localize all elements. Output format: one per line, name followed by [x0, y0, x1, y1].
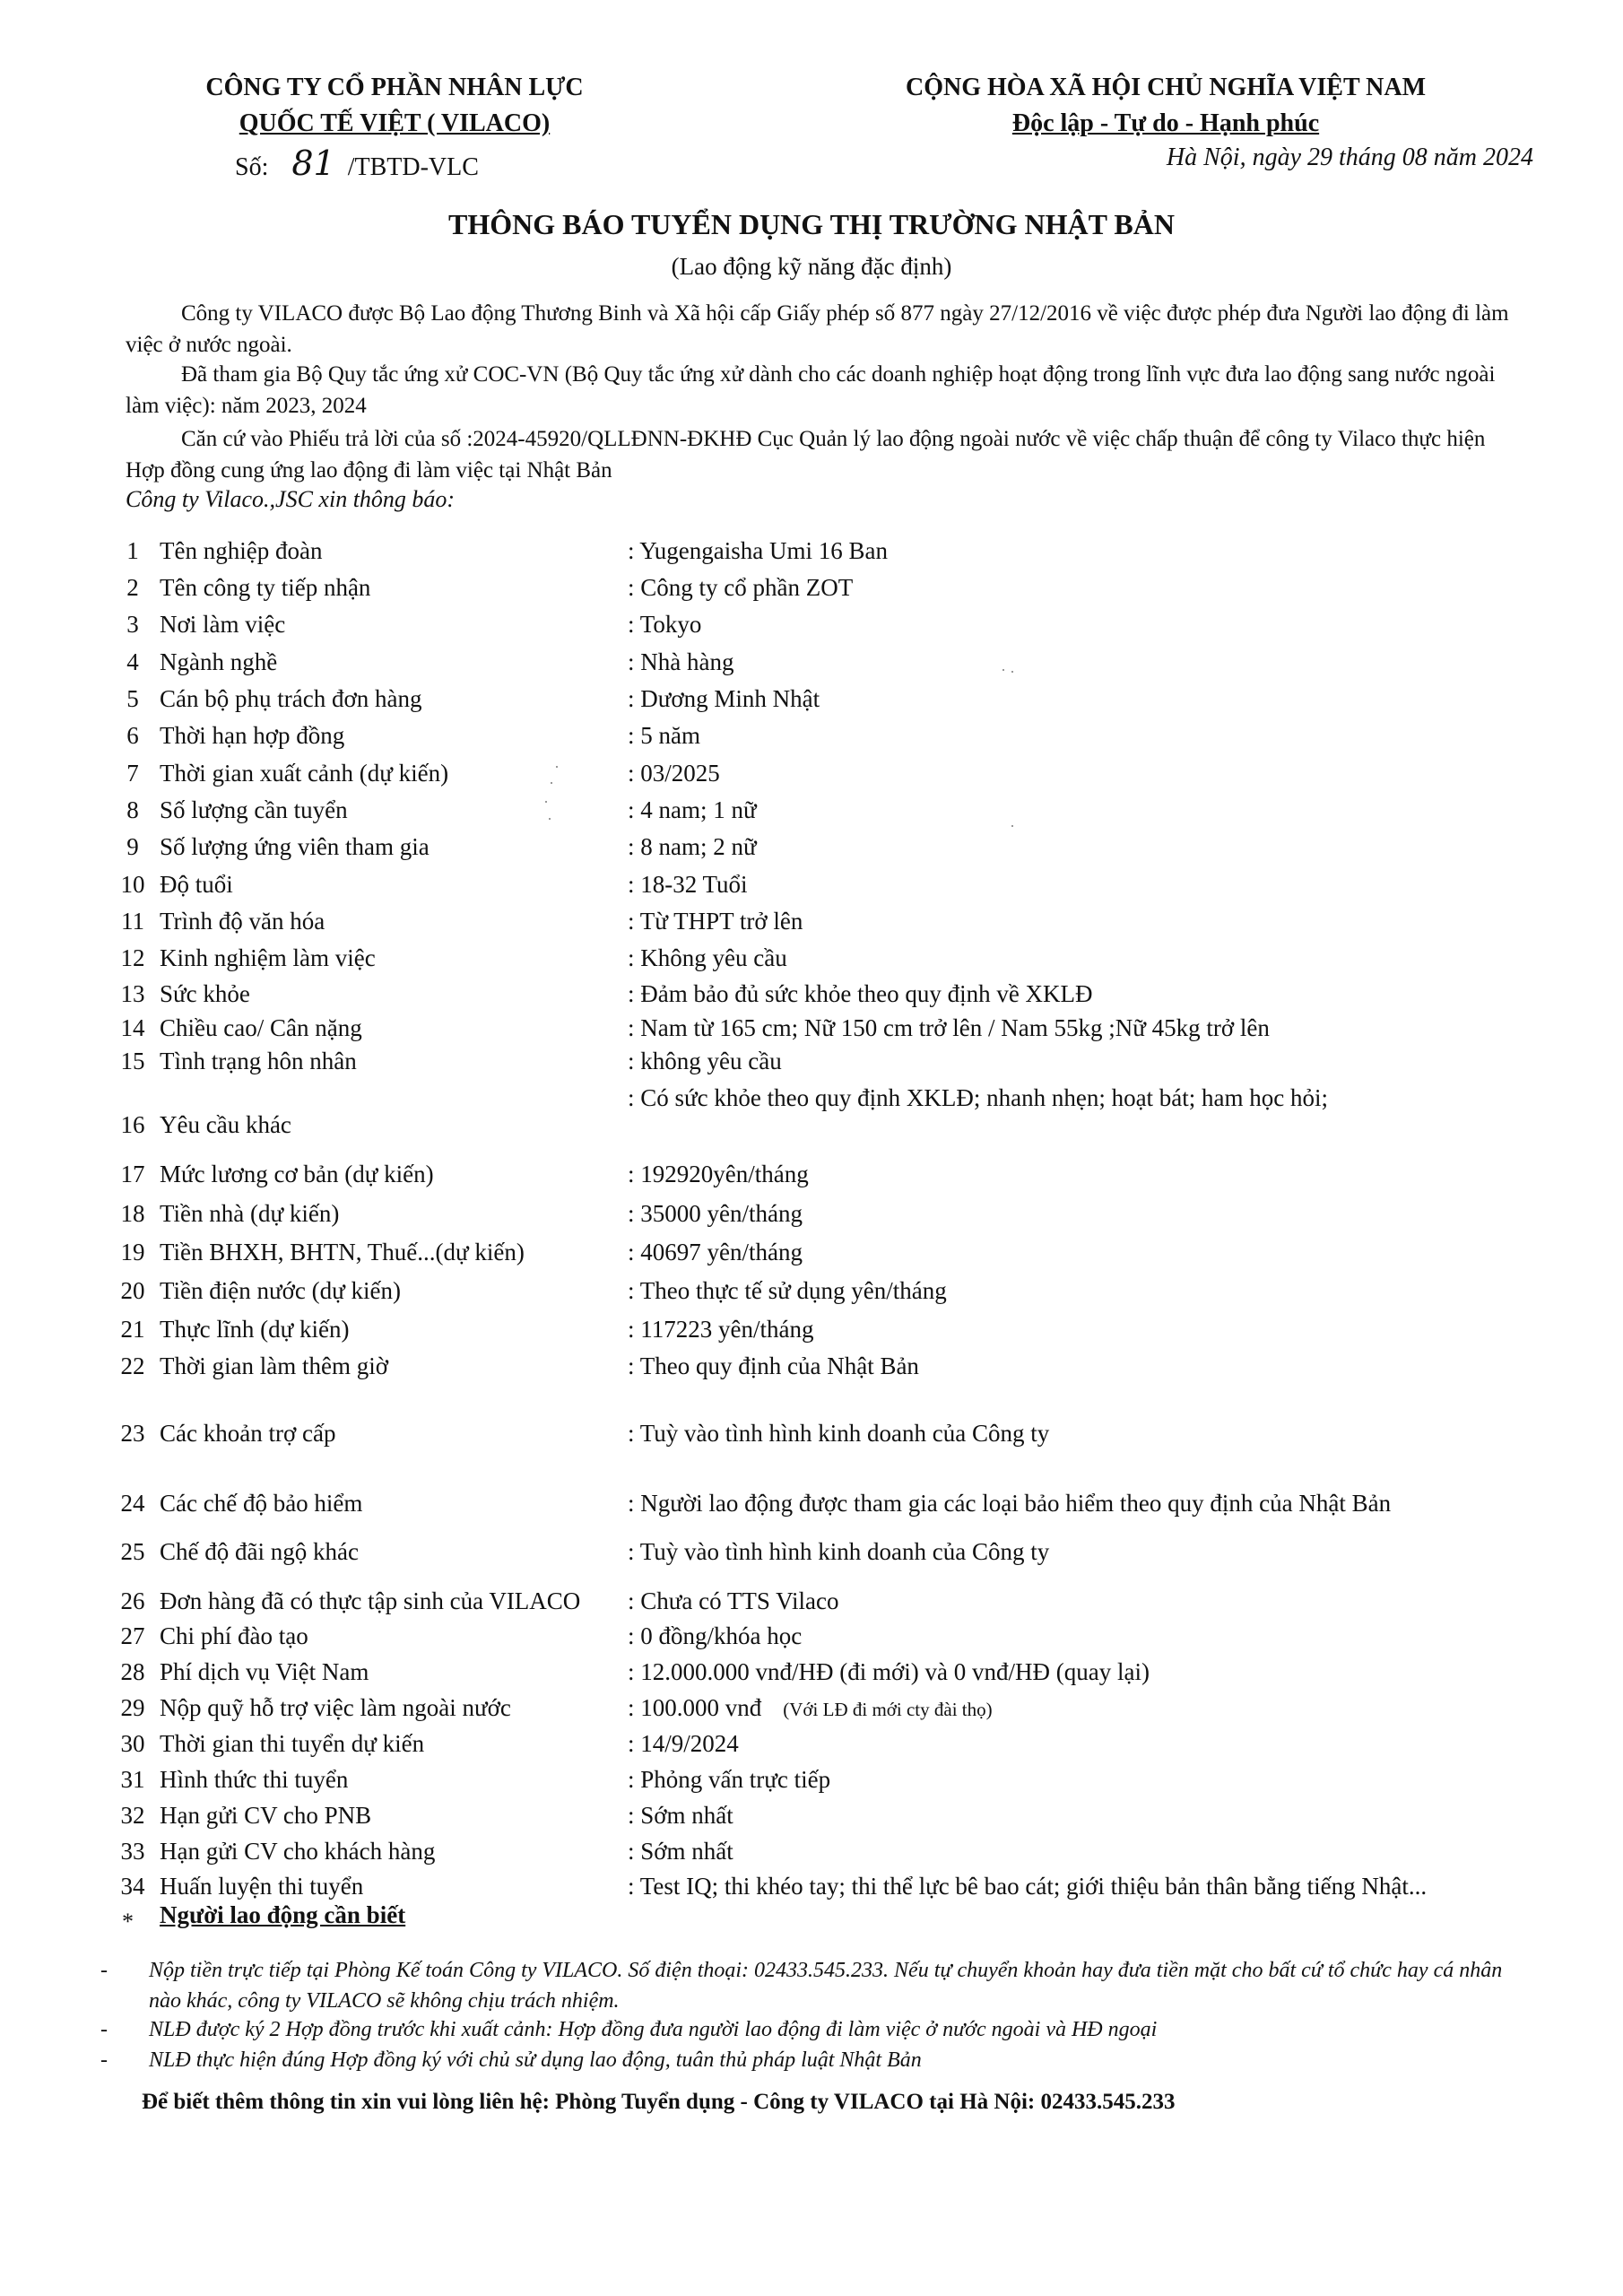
item-number: 18: [120, 1200, 145, 1227]
item-label: Cán bộ phụ trách đơn hàng: [160, 685, 422, 712]
scan-speck: [556, 766, 558, 768]
item-label: Tiền BHXH, BHTN, Thuế...(dự kiến): [160, 1239, 525, 1265]
item-label: Tên nghiệp đoàn: [160, 537, 323, 564]
item-label: Mức lương cơ bản (dự kiến): [160, 1161, 434, 1187]
item-label: Tiền điện nước (dự kiến): [160, 1277, 402, 1304]
item-number: 3: [126, 611, 139, 638]
item-value: : 0 đồng/khóa học: [628, 1622, 803, 1649]
worker-note: [100, 2014, 1526, 2045]
star-bullet: *: [122, 1909, 134, 1935]
item-value: : Công ty cổ phần ZOT: [628, 574, 854, 601]
item-value: : 12.000.000 vnđ/HĐ (đi mới) và 0 vnđ/HĐ (quay lại): [628, 1658, 1150, 1685]
item-label: Các chế độ bảo hiểm: [160, 1490, 363, 1517]
item-number: 5: [126, 685, 139, 712]
item-number: 13: [120, 980, 145, 1007]
item-label: Thời gian xuất cảnh (dự kiến): [160, 760, 449, 787]
item-label: Kinh nghiệm làm việc: [160, 944, 376, 971]
item-value-text: : 100.000 vnđ: [628, 1694, 762, 1721]
item-value: : Sớm nhất: [628, 1802, 733, 1829]
item-label: Chiều cao/ Cân nặng: [160, 1014, 362, 1041]
item-value: : 5 năm: [628, 722, 700, 749]
item-label: Số lượng cần tuyển: [160, 796, 348, 823]
item-label: Yêu cầu khác: [160, 1111, 291, 1138]
item-value: [628, 1690, 993, 1727]
item-value: : 35000 yên/tháng: [628, 1200, 803, 1227]
coc-paragraph: Đã tham gia Bộ Quy tắc ứng xử COC-VN (Bộ Quy tắc ứng xử dành cho các doanh nghiệp hoạt động trong lĩnh vực đưa lao động sang nước ngoài làm việc): năm 2023, 2024: [126, 362, 1496, 418]
item-label: Các khoản trợ cấp: [160, 1420, 336, 1447]
item-number: 28: [120, 1658, 145, 1685]
item-label: Trình độ văn hóa: [160, 908, 325, 935]
item-value: : Theo quy định của Nhật Bản: [628, 1352, 919, 1379]
license-paragraph: Công ty VILACO được Bộ Lao động Thương Binh và Xã hội cấp Giấy phép số 877 ngày 27/12/2016 về việc được phép đưa Người lao động đi làm việc ở nước ngoài.: [126, 301, 1509, 357]
item-number: 7: [126, 760, 139, 787]
item-value: : 03/2025: [628, 760, 720, 787]
item-value: : không yêu cầu: [628, 1048, 782, 1074]
item-number: 25: [120, 1538, 145, 1565]
company-name-line1: CÔNG TY CỔ PHẦN NHÂN LỰC: [205, 74, 584, 101]
item-number: 17: [120, 1161, 145, 1187]
contact-line: Để biết thêm thông tin xin vui lòng liên hệ: Phòng Tuyển dụng - Công ty VILACO tại Hà Nội: 02433.545.233: [142, 2090, 1176, 2114]
item-label: Hạn gửi CV cho PNB: [160, 1802, 372, 1829]
company-header: [161, 70, 628, 142]
item-number: 9: [126, 833, 139, 860]
item-value: : 192920yên/tháng: [628, 1161, 809, 1187]
item-number: 12: [120, 944, 145, 971]
item-value: : Tuỳ vào tình hình kinh doanh của Công ty: [628, 1538, 1050, 1565]
item-number: 6: [126, 722, 139, 749]
item-label: Độ tuổi: [160, 871, 233, 898]
scan-speck: [549, 818, 551, 820]
item-value: : Test IQ; thi khéo tay; thi thể lực bê bao cát; giới thiệu bản thân bằng tiếng Nhật...: [628, 1873, 1428, 1900]
item-number: 27: [120, 1622, 145, 1649]
item-number: 15: [120, 1048, 145, 1074]
republic-title: CỘNG HÒA XÃ HỘI CHỦ NGHĨA VIỆT NAM: [905, 74, 1427, 101]
item-number: 16: [120, 1111, 145, 1138]
item-value: : Đảm bảo đủ sức khỏe theo quy định về XKLĐ: [628, 980, 1093, 1007]
item-value: : Không yêu cầu: [628, 944, 787, 971]
item-number: 34: [120, 1873, 145, 1900]
item-number: 4: [126, 648, 139, 675]
item-value: : Chưa có TTS Vilaco: [628, 1587, 839, 1614]
approval-paragraph: Căn cứ vào Phiếu trả lời của số :2024-45920/QLLĐNN-ĐKHĐ Cục Quản lý lao động ngoài nước về việc chấp thuận để công ty Vilaco thực hiện Hợp đồng cung ứng lao động đi làm việc tại Nhật Bản: [126, 427, 1486, 483]
item-number: 32: [120, 1802, 145, 1829]
worker-note-text: Nộp tiền trực tiếp tại Phòng Kế toán Công ty VILACO. Số điện thoại: 02433.545.233. Nếu tự chuyển khoản hay đưa tiền mặt cho bất cứ tổ chức hay cá nhân nào khác, công ty VILACO sẽ không chịu trách nhiệm.: [149, 1959, 1503, 2013]
item-label: Số lượng ứng viên tham gia: [160, 833, 430, 860]
item-label: Huấn luyện thi tuyển: [160, 1873, 364, 1900]
scan-speck: [1011, 825, 1013, 827]
item-number: 24: [120, 1490, 145, 1517]
item-value: : Có sức khỏe theo quy định XKLĐ; nhanh nhẹn; hoạt bát; ham học hỏi;: [628, 1084, 1329, 1111]
document-date: Hà Nội, ngày 29 tháng 08 năm 2024: [1166, 144, 1533, 171]
item-number: 2: [126, 574, 139, 601]
item-value-note: (Với LĐ đi mới cty đài thọ): [783, 1699, 993, 1720]
item-number: 22: [120, 1352, 145, 1379]
item-value: : Nam từ 165 cm; Nữ 150 cm trở lên / Nam 55kg ;Nữ 45kg trở lên: [628, 1014, 1270, 1041]
scan-speck: [545, 801, 547, 803]
item-value: : Tokyo: [628, 611, 702, 638]
item-number: 1: [126, 537, 139, 564]
item-value: : Yugengaisha Umi 16 Ban: [628, 537, 888, 564]
intro-line: Công ty Vilaco.,JSC xin thông báo:: [126, 486, 456, 512]
item-number: 21: [120, 1316, 145, 1343]
item-label: Nộp quỹ hỗ trợ việc làm ngoài nước: [160, 1694, 511, 1721]
item-value: : 8 nam; 2 nữ: [628, 833, 757, 860]
document-number: [235, 144, 479, 183]
item-number: 29: [120, 1694, 145, 1721]
national-header: [807, 70, 1524, 142]
item-value: : 4 nam; 1 nữ: [628, 796, 757, 823]
item-number: 20: [120, 1277, 145, 1304]
document-subtitle: (Lao động kỹ năng đặc định): [671, 253, 952, 280]
item-number: 26: [120, 1587, 145, 1614]
handwritten-number: 81: [291, 144, 335, 183]
item-label: Phí dịch vụ Việt Nam: [160, 1658, 369, 1685]
item-label: Thời gian làm thêm giờ: [160, 1352, 389, 1379]
dash-bullet: -: [100, 2048, 108, 2072]
worker-note-text: NLĐ được ký 2 Hợp đồng trước khi xuất cảnh: Hợp đồng đưa người lao động đi làm việc ở nước ngoài và HĐ ngoại: [149, 2018, 1158, 2041]
item-value: : 40697 yên/tháng: [628, 1239, 803, 1265]
scan-speck: [1011, 671, 1013, 673]
national-motto: Độc lập - Tự do - Hạnh phúc: [1011, 109, 1320, 137]
item-label: Ngành nghề: [160, 648, 278, 675]
item-value: : 18-32 Tuổi: [628, 871, 748, 898]
item-label: Tiền nhà (dự kiến): [160, 1200, 340, 1227]
item-label: Sức khỏe: [160, 980, 250, 1007]
dash-bullet: -: [100, 2018, 108, 2041]
item-number: 14: [120, 1014, 145, 1041]
scan-speck: [551, 782, 552, 784]
document-title: THÔNG BÁO TUYỂN DỤNG THỊ TRƯỜNG NHẬT BẢN: [448, 208, 1175, 240]
worker-note: [100, 2045, 1526, 2075]
item-label: Chế độ đãi ngộ khác: [160, 1538, 359, 1565]
so-label: Số:: [235, 153, 269, 181]
item-value: : Nhà hàng: [628, 648, 734, 675]
worker-notes-heading: Người lao động cần biết: [160, 1901, 406, 1928]
item-number: 23: [120, 1420, 145, 1447]
dash-bullet: -: [100, 1959, 108, 1982]
item-number: 8: [126, 796, 139, 823]
scan-speck: [1002, 669, 1004, 671]
item-label: Nơi làm việc: [160, 611, 286, 638]
item-value: : Dương Minh Nhật: [628, 685, 820, 712]
worker-note-text: NLĐ thực hiện đúng Hợp đồng ký với chủ sử dụng lao động, tuân thủ pháp luật Nhật Bản: [149, 2048, 922, 2072]
item-number: 30: [120, 1730, 145, 1757]
item-number: 11: [121, 908, 144, 935]
item-label: Thời hạn hợp đồng: [160, 722, 345, 749]
item-label: Tên công ty tiếp nhận: [160, 574, 371, 601]
item-value: : Sớm nhất: [628, 1838, 733, 1865]
item-label: Hạn gửi CV cho khách hàng: [160, 1838, 436, 1865]
item-label: Thực lĩnh (dự kiến): [160, 1316, 350, 1343]
item-value: : 117223 yên/tháng: [628, 1316, 814, 1343]
item-label: Thời gian thi tuyển dự kiến: [160, 1730, 425, 1757]
item-number: 19: [120, 1239, 145, 1265]
item-label: Đơn hàng đã có thực tập sinh của VILACO: [160, 1587, 581, 1614]
item-label: Chi phí đào tạo: [160, 1622, 308, 1649]
item-number: 33: [120, 1838, 145, 1865]
item-label: Hình thức thi tuyển: [160, 1766, 349, 1793]
item-number: 31: [120, 1766, 145, 1793]
item-value: : Phỏng vấn trực tiếp: [628, 1766, 831, 1793]
item-value: : 14/9/2024: [628, 1730, 739, 1757]
item-label: Tình trạng hôn nhân: [160, 1048, 357, 1074]
worker-note: [100, 1955, 1526, 2016]
item-value: : Theo thực tế sử dụng yên/tháng: [628, 1277, 947, 1304]
so-code: /TBTD-VLC: [347, 153, 479, 181]
company-name-line2: QUỐC TẾ VIỆT ( VILACO): [239, 109, 551, 137]
item-value: : Từ THPT trở lên: [628, 908, 803, 935]
item-value: : Tuỳ vào tình hình kinh doanh của Công ty: [628, 1420, 1050, 1447]
item-value: : Người lao động được tham gia các loại bảo hiểm theo quy định của Nhật Bản: [628, 1490, 1392, 1517]
item-number: 10: [120, 871, 145, 898]
